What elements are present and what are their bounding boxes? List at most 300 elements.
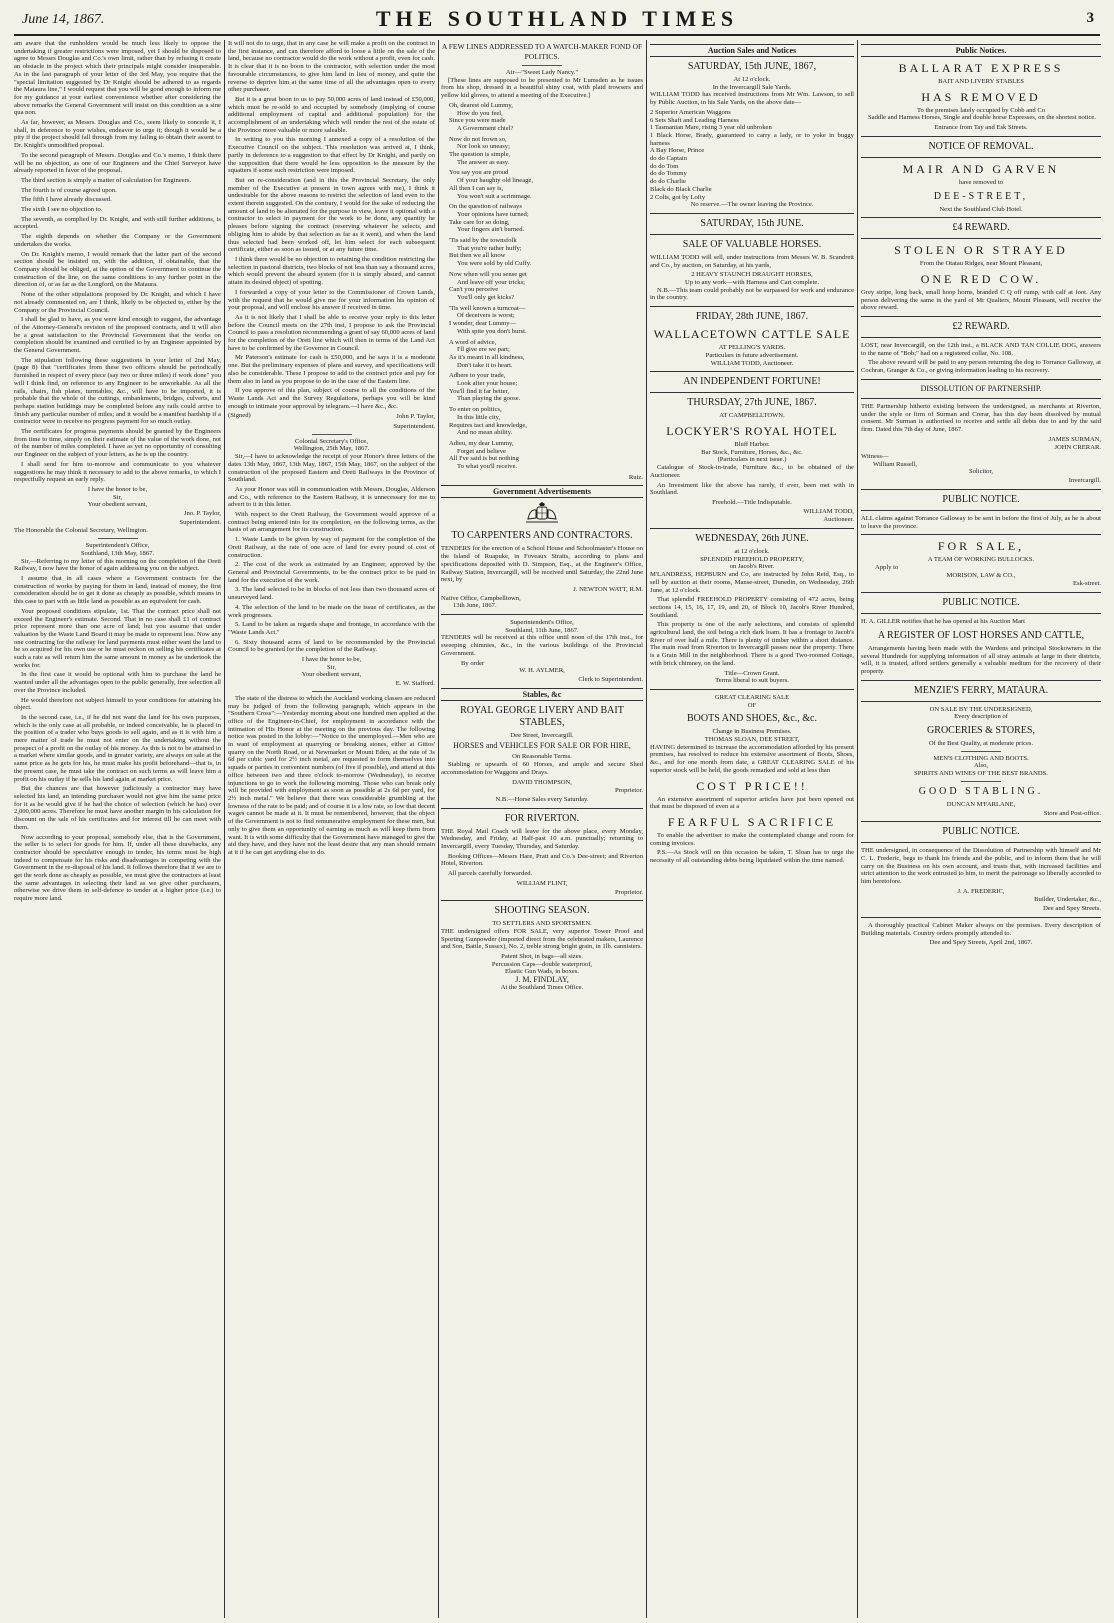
ad-body: THE Partnership hitherto existing between the undersigned, as merchants at Riverton, under the style or firm of Surman and Crerar, has this day been dissolved by mutual consent. Mr Surman is authorised to receive and settle all debts due to and by the said firm. Dated this 7th day of June, 1867. (861, 402, 1101, 433)
ad-note: Title—Crown Grant. (724, 669, 780, 677)
list-item: 6 Sets Shaft and Leading Harness (650, 116, 739, 124)
ad-note: Terms liberal to suit buyers. (715, 677, 789, 685)
ad-body: THE undersigned offers FOR SALE, very superior Tower Proof and Sporting Gunpowder (imported direct from the celebrated makers, Laurence and Son, Battle, Sussex), No. 2, treble strong bright grain, in 1lb. cannisters. (441, 927, 643, 951)
divider (861, 337, 1101, 338)
divider (861, 534, 1101, 535)
ad-title: GOOD STABLING. (918, 785, 1044, 797)
auction-date: SATURDAY, 15th JUNE. (700, 217, 804, 229)
ad-title: SPLENDID FREEHOLD PROPERTY, (700, 555, 804, 563)
ad-signer: J. M. FINDLAY, (515, 975, 569, 985)
paragraph: None of the other stipulations proposed by Dr. Knight, and which I have not already commented on, are I think, likely to be objected to, either by the Company or the Provincial Council. (14, 291, 221, 314)
poem-stanza (449, 102, 643, 133)
ad-owner-place: Dee and Spey Streets. (1043, 905, 1101, 913)
poem-stanza (449, 406, 643, 437)
ad-item: Bar Stock, Furniture, Horses, &c., &c. (701, 448, 803, 456)
poem-line: A Government chiel? (457, 124, 514, 132)
divider (861, 917, 1101, 918)
ad-title: ONE RED COW. (920, 271, 1042, 286)
ad-body: HAVING determined to increase the accommodation afforded by his present premises, has resolved to reduce his extensive assortment of Boots, Shoes, &c., and for one month from date, a GREAT CLEARING SALE of his superior stock will be held, the goods remarked and sold at less than (650, 743, 854, 774)
ad-owner-title: Store and Post-office. (1043, 809, 1101, 817)
poem-line: The question is simple, (449, 151, 511, 159)
ad-place: Esk-street. (1072, 580, 1101, 588)
paragraph: Now according to your proposal, somebody else, that is the Government, the seller is to select for goods for him. If, under all these drawbacks, any contractor should be speculative enough to tender, his terms must be high indeed to compensate for his risks and disadvantages in competing with the Government in the re-disposal of his land. It follows therefore that if we are to get the work done as cheaply as possible, we must give the contractors at least the same advantages in selecting their land as we give other purchasers, otherwise we drive them in self-defence to tender at a higher price (i.e.) to require more land. (14, 833, 221, 903)
divider (650, 689, 854, 690)
paragraph: I forwarded a copy of your letter to the Commissioner of Crown Lands, with the request that he would give me for your information his opinion of your proposal, and will enclose his answer if received in time. (228, 288, 435, 312)
poem-line: To what you'll receive. (457, 463, 518, 471)
poem-stanza (449, 169, 643, 200)
poem-line: Can't you perceive (449, 286, 499, 294)
poem-line: In this little city, (457, 413, 501, 421)
paragraph: As it is not likely that I shall be able to receive your reply to this letter before the Council meets on the 27th inst, I propose to ask the Provincial Council to pass a resolution recommending a grant of say 60,000 acres of land for the completion of the Oreti line which will then in terms of the Land Act have to be confirmed by the Governor in Council. (228, 313, 435, 352)
ad-body: TENDERS for the erection of a School House and Schoolmaster's House on the Island of Ruapuke, in Foveaux Straits, according to plans and specifications deposited with D. Simpson, Esq., at the Engineer's Office, Railway Station, Invercargill, will be received until Saturday, the 22nd June next, by (441, 545, 643, 584)
ad-body: To enable the advertiser to make the contemplated change and room for coming invoices. (650, 832, 854, 847)
ad-title: LOCKYER'S ROYAL HOTEL (666, 423, 838, 438)
auction-time: At 12 o'clock. (733, 76, 771, 83)
paragraph: 5. Land to be taken as regards shape and frontage, in accordance with the "Waste Lands Act." (228, 621, 435, 636)
divider (441, 900, 643, 901)
ad-item: SPIRITS AND WINES OF THE BEST BRANDS. (914, 770, 1048, 778)
signature-block (228, 412, 435, 430)
by-order: By order (461, 659, 485, 667)
ad-owner: DAVID THOMPSON, (512, 778, 572, 786)
list-item: 2 Colts, got by Lofty (650, 193, 706, 201)
ad-body: THE undersigned, in consequence of the Dissolution of Partnership with himself and Mr C. L. Frederic, begs to thank his friends and the public, and to inform them that he will carry on the Business on his own account, and trusts that, with increased facilities and strict attention to the work entrusted to him, to merit the patronage so liberally accorded to him heretofore. (861, 847, 1101, 886)
poem-line: You'll find it far better, (449, 387, 510, 395)
ad-subtitle: Change in Business Premises. (712, 728, 792, 736)
poem-line: The answer as easy. (457, 158, 510, 166)
ad-title: SHOOTING SEASON. (494, 905, 590, 917)
ad-place: Bluff Harbor. (734, 440, 770, 448)
divider (441, 808, 643, 809)
paragraph: As your Honor was still in communication with Messrs. Douglas, Alderson and Co., with reference to the Eastern Railway, it is unnecessary for me to advert to it in this letter. (228, 485, 435, 509)
divider (861, 136, 1101, 137)
paragraph: In the second case, i.e., if he did not want the land for his own purposes, which is the only case at all probable, or indeed conceivable, he is placed in the position of a trader who buys goods to sell again, and as it is with him a mere matter of trade he must not enter on the undertaking without the prospect of a profit on the outlay of his money. As this is not to be attained in a market where similar goods, and in greater variety, are always on sale at the same price as he gets for his, he must make his profit beforehand—that is, in the present case, he must take the contract on such terms as will leave him a profit on his outlay if he sells his land again at market price. (14, 713, 221, 783)
ad-title: PUBLIC NOTICE. (942, 493, 1020, 505)
ad-title: MAIR AND GARVEN (902, 161, 1060, 176)
lot-list (650, 109, 854, 201)
poem-stanza (449, 305, 643, 336)
ad-body: Of the Best Quality, at moderate prices. (928, 740, 1034, 748)
poem-body (449, 102, 643, 471)
paragraph: Your proposed conditions stipulate, 1st. That the contract price shall not exceed the Engineer's estimate. Second. That in no case shall £1 of contract price represent more than one acre of land; but you assume that under valuation by the Waste Land Board it may be made to represent less. Now any one contracting for the railway for land payments must either want the land to be so acquired for his own use or he must reckon on selling his certificates at such a rate as will return him the same amount in money as he undertook the works for. (14, 607, 221, 669)
list-item: A Bay Horse, Prince (650, 147, 705, 155)
ad-item: Percussion Caps—double waterproof, (491, 960, 593, 968)
poem-line: To enter on politics, (449, 406, 502, 414)
column-rule (857, 40, 858, 1618)
ad-title: STOLEN OR STRAYED (894, 243, 1068, 258)
ad-place: AT PELLING'S YARDS. (718, 344, 786, 352)
divider (861, 489, 1101, 490)
paragraph: 6. Sixty thousand acres of land to be recommended by the Provincial Council to be granted for the completion of the Railway. (228, 638, 435, 654)
ad-owner: THOMAS SLOAN, DEE STREET, (704, 736, 800, 744)
ad-title: TO CARPENTERS AND CONTRACTORS. (451, 530, 633, 542)
ad-note: Entrance from Tay and Esk Streets. (934, 124, 1028, 132)
ad-body: WILLIAM TODD will sell, under instructions from Messrs W. B. Scandrett and Co., by auction, on Saturday, at his yards, (650, 253, 854, 269)
divider (861, 316, 1101, 317)
ad-body: Particulars in future advertisement. (705, 351, 799, 359)
poem-line: Now do not frown so, (449, 135, 507, 143)
paragraph: But it is a great boon to us to pay 50,000 acres of land instead of £50,000, which must be re-sold to and occupied by somebody (implying of course additional employment of capital and additional population) for the accomplishment of an undertaking which will render the rest of the estate of the Province more valuable or more saleable. (228, 95, 435, 134)
column-4 (650, 40, 854, 1618)
ad-signer: J. NEWTON WATT, R.M. (573, 585, 643, 593)
divider (650, 371, 854, 372)
ad-signer: W. H. AYLMER, (519, 667, 565, 675)
ad-signer: WILLIAM TODD, (803, 507, 854, 515)
poem-line: Look after your house; (457, 380, 518, 388)
column-rule (646, 40, 647, 1618)
apply-label: Apply to (875, 563, 899, 571)
witness-place: Invercargill. (1068, 477, 1101, 485)
signature: John P. Taylor, (396, 413, 435, 421)
royal-coat-of-arms-icon (523, 502, 561, 526)
paragraph: He would therefore not subject himself to your conditions for attaining his object. (14, 696, 221, 712)
ad-footer: Dee and Spey Streets, April 2nd, 1867. (929, 939, 1033, 947)
ad-body: have removed to (959, 178, 1003, 186)
ad-body: Saddle and Harness Horses, Single and double horse Expresses, on the shortest notice. (868, 114, 1096, 122)
poem-line: With spite you don't burst. (457, 327, 527, 335)
paragraph: It will not do to urge, that in any case he will make a profit on the contract in the first instance, and can therefore afford to loose a little on the sale of the land, because no contractor would do the work without a profit, even for cash. It is clear that it is no boon to the contractor, with selection under the most favourable circumstances, to give him land in lieu of money, and quite the reverse to deprive him at the same time of all the advantages open to every other purchaser. (228, 40, 435, 94)
divider (861, 613, 1101, 614)
paragraph: On Dr. Knight's memo, I would remark that the latter part of the second section should be insisted on, with the addition, if obtainable, that the Company should be obliged, at the option of the Government to continue the construction of the line, on the same conditions to any further point in the direction of, or as far as the Longford, on the Mataura. (14, 250, 221, 289)
office-date: Southland, 11th June, 1867. (505, 626, 579, 634)
ad-body: Also, (973, 762, 989, 770)
witness-label: Witness— (861, 453, 889, 461)
newspaper-title: THE SOUTHLAND TIMES (375, 6, 739, 31)
divider (650, 306, 854, 307)
ad-title: GREAT CLEARING SALE (714, 693, 790, 701)
signature-title: Superintendent. (179, 518, 221, 526)
divider (861, 592, 1101, 593)
divider (522, 65, 562, 66)
ad-item: Elastic Gun Wads, in boxes. (504, 968, 580, 976)
ad-body: From the Otatau Ridges, near Mount Pleasant, (919, 260, 1043, 268)
poem-line: On the question of railways (449, 203, 522, 211)
ad-title: AN INDEPENDENT FORTUNE! (683, 376, 821, 388)
ad-title: GROCERIES & STORES, (927, 725, 1035, 737)
witness-name: William Russell, (873, 460, 918, 468)
section-heading: Auction Sales and Notices (650, 44, 854, 57)
divider (650, 213, 854, 214)
ad-body: The above reward will be paid to any person returning the dog to Torrance Galloway, at Cochran, Granger & Co., or giving information leading to his recovery. (861, 359, 1101, 375)
issue-date: June 14, 1867. (22, 12, 105, 27)
poem-line: Adieu, my dear Lummy, (449, 439, 514, 447)
ad-title: DISSOLUTION OF PARTNERSHIP. (920, 383, 1042, 393)
poem-air: Air—"Sweet Lady Nancy." (505, 69, 579, 76)
paragraph: The sixth I see no objection to. (21, 206, 103, 214)
ad-title: £2 REWARD. (952, 321, 1010, 333)
poem-stanza (449, 339, 643, 370)
poem-stanza (449, 440, 643, 471)
poem-stanza (449, 203, 643, 234)
ad-place: on Jacob's River. (729, 563, 775, 571)
paragraph: Sir,—I have to acknowledge the receipt of your Honor's three letters of the dates 13th May, 1867, 13th May, 1867, 15th May, 1867, on the subject of the construction of the proposed Eastern and Oreti Railways in the Province of Southland. (228, 453, 435, 484)
ad-title: HAS REMOVED (921, 89, 1041, 104)
divider (441, 614, 643, 615)
ad-body: H. A. GILLER notifies that he has opened at his Auction Mart (861, 618, 1025, 626)
paragraph: The fifth I have already discussed. (21, 196, 112, 204)
ad-title: FOR RIVERTON. (504, 812, 580, 824)
divider (861, 398, 1101, 399)
paragraph: am aware that the runholders would be much less likely to oppose the undertaking if greater restrictions were imposed, yet I should be disposed to agree to Messrs Douglas and Co.'s own limit, rather than by refusing it create an obstacle in the project which their principals might consider insuperable. As in the last paragraph of your letter of the 3rd May, you require that the "special limitation suggested by Dr Knight should be adhered to as regards the Mataura line," I would request that you will be good enough to inform me for my guidance at your earliest convenience whether after considering the above remarks the General Government will insist on this condition as a sine qua non. (14, 40, 221, 117)
paragraph: I shall be glad to have, as you were kind enough to suggest, the advantage of the Attorney-General's revision of the proposed contracts, and it will also be a great satisfaction to the Provincial Government that the works on completion should be examined and certified to by an Engineer appointed by the General Government. (14, 316, 221, 355)
divider (861, 379, 1101, 380)
list-item: do do Charlie (650, 178, 686, 186)
column-3 (441, 40, 643, 1618)
ad-item: 2 HEAVY STAUNCH DRAUGHT HORSES, (691, 271, 813, 279)
ad-title: NOTICE OF REMOVAL. (928, 140, 1034, 152)
poem-line: A word of advice, (449, 338, 497, 346)
paragraph: If you approve of this plan, subject of course to all the conditions of the Waste Lands Act and the Survey Regulations, perhaps you will be kind enough to intimate your approval by telegram.—I have &c., &c. (228, 387, 435, 410)
ad-place: Native Office, Campbelltown, (441, 594, 521, 602)
poem-line: As it's meant in all kindness, (449, 353, 525, 361)
list-item: do do Tommy (650, 170, 687, 178)
ad-body: All parcels carefully forwarded. (448, 870, 533, 878)
ad-owner-title: Builder, Undertaker, &c., (1034, 896, 1101, 904)
auction-date: FRIDAY, 28th JUNE, 1867. (695, 311, 809, 323)
ad-note: No reserve.—The owner leaving the Province. (690, 201, 814, 209)
list-item: do do Captain (650, 155, 687, 163)
closing-line: I have the honor to be, (87, 485, 148, 493)
poem-line: Forget and believe (457, 447, 506, 455)
letter-body (14, 40, 221, 484)
letter-body (14, 558, 221, 903)
ad-address: Dee Street, Invercargill. (510, 731, 574, 739)
paragraph: 2. The cost of the work as estimated by an Engineer, approved by the General and Provincial Governments, to be the contract price to be paid in land for the execution of the work. (228, 561, 435, 584)
ad-signer: JOHN CRERAR. (1054, 444, 1101, 452)
ad-title: PUBLIC NOTICE. (942, 826, 1020, 838)
ad-note: N.B.—Horse Sales every Saturday. (495, 795, 589, 803)
closing-line: Your obedient servant, (301, 671, 362, 679)
poem-line: Adhere to your trade, (449, 372, 506, 380)
paragraph: I think there would be no objection to retaining the condition restricting the selection in pastoral districts, two blocks of not less than say a thousand acres, which would prevent the absurd system (for it is simply absurd, and cannot attain its desired object) of spotting. (228, 255, 435, 287)
auction-date: SATURDAY, 15th JUNE, 1867, (687, 61, 817, 72)
poem-line: But then we all know (449, 252, 506, 260)
poem-line: Your fingers ain't burned. (457, 226, 525, 234)
poem-line: Of deceivers is worst; (457, 312, 515, 320)
ad-signer: WILLIAM TODD, Auctioneer. (710, 359, 794, 367)
divider (861, 821, 1101, 822)
ad-body: This property is one of the early selections, and consists of splendid agricultural land, the soil being a rich dark loam. It has a frontage to Jacob's River of over half a mile. There is plenty of timber within a short distance. The main road from Riverton to Invercargill passes near the property. There is a Grain Mill in the neighborhood. There is a good Two-roomed Cottage, with brick chimney, on the land. (650, 621, 854, 667)
poem-line: You say you are proud (449, 169, 509, 177)
ad-subtitle: BAIT AND LIVERY STABLES (938, 78, 1024, 85)
witness-title: Solicitor, (968, 468, 994, 476)
poem-line: How do you feel, (457, 109, 503, 117)
divider (312, 691, 352, 692)
ad-item: MEN'S CLOTHING AND BOOTS. (933, 754, 1029, 762)
column-rule (438, 40, 439, 1618)
ad-signer-title: Clerk to Superintendent. (578, 676, 643, 683)
poem-stanza (449, 372, 643, 403)
paragraph: The third section is simply a matter of calculation for Engineers. (21, 176, 192, 184)
paragraph: To the second paragraph of Messrs. Douglas and Co.'s memo, I think there will be no objection, as one of our Engineers and the Chief Surveyor have already reported in favor of the proposal. (14, 151, 221, 175)
ad-place: AT CAMPBELLTOWN. (719, 412, 785, 420)
poem-line: And no mean ability. (457, 429, 513, 437)
ad-body: A thoroughly practical Cabinet Maker always on the premises. Every description of Building materials. Country orders promptly attended to. (861, 921, 1101, 937)
closing-line: Sir, (112, 493, 123, 501)
poem-line: That you're rather huffy; (457, 244, 522, 252)
auction-date: WEDNESDAY, 26th JUNE. (695, 533, 809, 545)
ad-body: Stabling or upwards of 60 Horses, and ample and secure Shed accommodation for Waggons and Drays. (441, 761, 643, 776)
divider (861, 238, 1101, 239)
poem-line: 'Tis well known a turncoat— (449, 304, 526, 312)
signature-title: Superintendent. (393, 423, 435, 431)
poem-signature: Ruiz. (628, 473, 643, 481)
poem-line: Of your haughty old lineage, (457, 177, 533, 185)
ad-subtitle: HORSES and VEHICLES FOR SALE OR FOR HIRE, (453, 741, 631, 751)
ad-note: (Particulars in next issue.) (717, 456, 787, 464)
poem-line: Now when will you sense get (449, 270, 527, 278)
paragraph: Mr Paterson's estimate for cash is £50,000, and he says it is a moderate one. But the preliminary expenses of plans and survey, and specifications will also be considerable. These I propose to add to the contract price and pay for them also in land as you propose to do in the case of the Eastern line. (228, 354, 435, 385)
office-line: Superintendent's Office, (85, 542, 150, 550)
paragraph: The eighth depends on whether the Company or the Government undertakes the works. (14, 233, 221, 248)
paragraph: 4. The selection of the land to be made on the issue of certificates, as the work progresses. (228, 603, 435, 619)
ad-body: That splendid FREEHOLD PROPERTY consisting of 472 acres, being sections 14, 15, 16, 17, 19, and 20, of Block 10, Jacob's River Hundred, Southland. (650, 596, 854, 619)
ad-body: WILLIAM TODD has received instructions from Mr Wm. Lawson, to sell by Public Auction, in his Sale Yards, on the above date— (650, 91, 854, 107)
poem-line: Take care for so doing, (449, 218, 510, 226)
ad-title: MENZIE'S FERRY, MATAURA. (913, 684, 1049, 696)
ad-subtitle: A TEAM OF WORKING BULLOCKS. (927, 556, 1035, 564)
poem-line: Since you were made (449, 117, 506, 125)
addressee: The Honorable the Colonial Secretary, Wellington. (14, 527, 148, 535)
auction-date: THURSDAY, 27th JUNE, 1867. (687, 397, 817, 409)
ad-owner-title: Proprietor. (614, 787, 643, 795)
ad-owner: WILLIAM FLINT, (516, 879, 568, 887)
column-2 (228, 40, 435, 1618)
ad-body: Catalogue of Stock-in-trade, Furniture &c., to be obtained of the Auctioneer. (650, 464, 854, 479)
divider (861, 217, 1101, 218)
ad-body: Next the Southland Club Hotel. (939, 205, 1023, 213)
ad-note: Freehold.—Title Indisputable. (712, 498, 792, 506)
ad-emphasis: COST PRICE!! (696, 778, 808, 793)
poem-line: All then I can say is, (449, 184, 504, 192)
letter-closing (228, 656, 435, 688)
ad-signer: MORISON, LAW & CO., (946, 571, 1016, 579)
ad-signer-title: Auctioneer. (823, 516, 854, 524)
divider (650, 392, 854, 393)
poem-title: A FEW LINES ADDRESSED TO A WATCH-MAKER FOND OF POLITICS. (441, 42, 643, 61)
column-1 (14, 40, 221, 1618)
divider (312, 434, 352, 435)
auction-place: In the Invercargill Sale Yards. (712, 83, 792, 91)
list-item: 2 Superior American Waggons (650, 108, 731, 116)
ad-of: OF (747, 701, 757, 709)
ad-title: BALLARAT EXPRESS (898, 61, 1064, 75)
list-item: 1 Tasmanian Mare, rising 3 year old unbroken (650, 124, 772, 132)
paragraph: 1. Waste Lands to be given by way of payment for the completion of the Oreti Railway, at the rate of one acre of land for every pound of cost of construction. (228, 536, 435, 559)
poem-stanza (449, 136, 643, 167)
poem-stanza (449, 237, 643, 268)
paragraph: The certificates for progress payments should be granted by the Engineers from time to time, simply on their estimate of the value of the work done, not of the number of miles completed. I have as yet no opportunity of consulting our Engineer on the subject of your letters, as he is up the country. (14, 428, 221, 459)
ad-title: FOR SALE, (937, 539, 1025, 554)
ad-emphasis: FEARFUL SACRIFICE (667, 815, 837, 829)
poem-stanza (449, 271, 643, 302)
poem-line: Your opinions have turned; (457, 210, 529, 218)
divider (861, 157, 1101, 158)
ad-owner-title: Proprietor. (614, 888, 643, 896)
ad-item: Patent Shot, in bags—all sizes. (501, 953, 583, 961)
ad-body: An Investment like the above has rarely, if ever, been met with in Southland. (650, 481, 854, 497)
poem-line: You were sold by old Cuffy. (457, 260, 532, 268)
office-line: Superintendent's Office, (510, 619, 574, 627)
poem-intro: [These lines are supposed to be presented to Mr Lumsden as he issues from his shop, dressed in a beautiful shiny coat, with plaid trowsers and yellow kid gloves, to attend a meeting of the Executive.] (441, 76, 643, 100)
list-item: Black do Black Charlie (650, 185, 712, 193)
divider (861, 842, 1101, 843)
ad-terms: On Reasonable Terms. (512, 753, 572, 761)
paragraph: As far, however, as Messrs. Douglas and Co., seem likely to concede it, I shall, in deference to your wishes, endeavor to urge it; though it would be a pity if the project should fall through from my failing to obtain their assent to Dr. Knight's unmodified proposal. (14, 119, 221, 150)
divider (861, 701, 1101, 702)
office-date: Southland, 13th May, 1867. (80, 549, 155, 557)
list-item: do do Tom (650, 162, 679, 170)
section-heading: Public Notices. (861, 44, 1101, 57)
ad-signer: JAMES SURMAN, (1048, 435, 1101, 443)
poem-line: Requires tact and knowledge, (449, 421, 528, 429)
ad-body: Booking Offices—Messrs Hare, Pratt and Co.'s Dee-street; and Riverton Hotel, Riverton. (441, 852, 643, 868)
poem-line: 'Tis said by the townsfolk (449, 237, 517, 245)
signed-label: (Signed) (228, 412, 251, 420)
ad-body: TENDERS will be received at this office until noon of the 17th inst., for sweeping chimnies, &c., in the various buildings of the Provincial Government. (441, 634, 643, 657)
ad-note: N.B.—This team could probably not be surpassed for work and endurance in the country. (650, 286, 854, 302)
signature: Jno. P. Taylor, (183, 510, 221, 518)
ad-subtitle: TO SETTLERS AND SPORTSMEN. (492, 920, 592, 928)
page-number: 3 (1086, 10, 1094, 26)
paragraph: The fourth is of course agreed upon. (21, 186, 117, 194)
closing-line: I have the honor to be, (301, 656, 362, 664)
ad-title: £4 REWARD. (952, 222, 1010, 234)
paragraph: 3. The land selected to be in blocks of not less than two thousand acres of unsurveyed land. (228, 586, 435, 602)
closing-line: Sir, (326, 663, 337, 671)
auction-time: at 12 o'clock. (734, 548, 770, 556)
poem-line: You'll only get kicks? (457, 293, 515, 301)
ad-body: ALL claims against Torrance Galloway to be sent in before the first of July, as he is about to leave the province. (861, 514, 1101, 530)
poem-line: I'll give ere we part; (457, 346, 510, 354)
ad-subtitle: ON SALE BY THE UNDERSIGNED, (929, 705, 1033, 713)
column-5 (861, 40, 1101, 1618)
masthead (14, 4, 1100, 36)
ad-body: THE Royal Mail Coach will leave for the above place, every Monday, Wednesday, and Friday, at Half-past 10 a.m. punctually; returning to Invercargill, every Tuesday, Thursday, and Saturday. (441, 827, 643, 851)
paragraph: The stipulation following these suggestions in your letter of 2nd May, (page 8) that "certificates from these two officers should be periodically furnished in respect of every piece (say two or three miles) if work done" you will I think find, on reference to any Engineer to be unworkable. As all the rails, chairs, fish plates, turntables, &c., will have to be imported, it is probable that the whole of the cuttings, embankments, bridges, culverts, and perhaps station buildings may be completed before any rails could arrive to finish any particular number of miles; and it would be a manifest hardship if a contractor were to receive no progress payment for so much outlay. (14, 356, 221, 426)
ad-note: P.S.—As Stock will on this occasion be taken, T. Sloan has to urge the necessity of all outstanding debts being liquidated within the time named. (650, 849, 854, 865)
divider (98, 538, 138, 539)
paragraph: I assume that in all cases where a Government contracts for the construction of works by paying for them in land, instead of money, the first consideration should be to get it done as cheaply as possible, which means in this case to part with as little land as possible as an equivalent for cash. (14, 575, 221, 606)
ad-title: WALLACETOWN CATTLE SALE (653, 327, 851, 342)
poem-line: You won't suit a scrimmage. (457, 192, 532, 200)
column-rule (224, 40, 225, 1618)
paragraph: In the first case it would be optional with him to purchase the land he wanted under all the advantages open to the public generally, free selection all over the Province included. (14, 671, 221, 694)
section-heading: Stables, &c (441, 688, 643, 701)
letter-closing (14, 486, 221, 527)
paragraph: With respect to the Oreti Railway, the Government would approve of a contract being entered into for its completion, on the following terms, as the basis of an arrangement for its construction. (228, 511, 435, 534)
ad-title: A REGISTER OF LOST HORSES AND CATTLE, (877, 629, 1085, 641)
paragraph: Sir,—Referring to my letter of this morning on the completion of the Oreti Railway, I now have the honor of again addressing you on the subject. (14, 557, 221, 573)
ad-body: Every description of (954, 713, 1008, 721)
poem-line: All I've said is but nothing (449, 455, 519, 463)
paragraph: But the chances are that however judiciously a contractor may have selected his land, an intending purchaser would not give him the same price for it as he would give if he had the choice of selection (which he has) over 2,000,000 acres. Therefore he must have another margin in his calculation for discount on the sale of his certificates and for interest till he can meet with them. (14, 785, 221, 831)
ad-body: Arrangements having been made with the Wardens and principal Stockowners in the several Hundreds for supplying information of all stray animals at large in their districts, will, it is trusted, afford settlers generally a valuable medium for the recovery of their property. (861, 644, 1101, 675)
divider (861, 680, 1101, 681)
ad-date: 13th June, 1867. (453, 602, 497, 610)
poem-line: Than playing the goose. (457, 395, 521, 403)
ad-title: BOOTS AND SHOES, &c., &c. (686, 713, 817, 725)
closing-line: Your obedient servant, (87, 501, 148, 509)
ad-title: PUBLIC NOTICE. (942, 597, 1020, 609)
paragraph: The seventh, as complied by Dr. Knight, and with still further additions, is accepted. (14, 215, 221, 231)
office-line: Colonial Secretary's Office, (294, 437, 369, 445)
section-heading: Government Advertisements (441, 485, 643, 498)
ad-owner: DUNCAN M'FARLANE, (946, 800, 1016, 808)
poem-line: Don't take it to heart. (457, 361, 513, 369)
ad-body: An extensive assortment of superior articles have just been opened out that must be disposed of even at a (650, 795, 854, 811)
list-item: 1 Black Horse, Brady, guaranteed to carry a lady, or to yoke in buggy harness (650, 131, 854, 147)
